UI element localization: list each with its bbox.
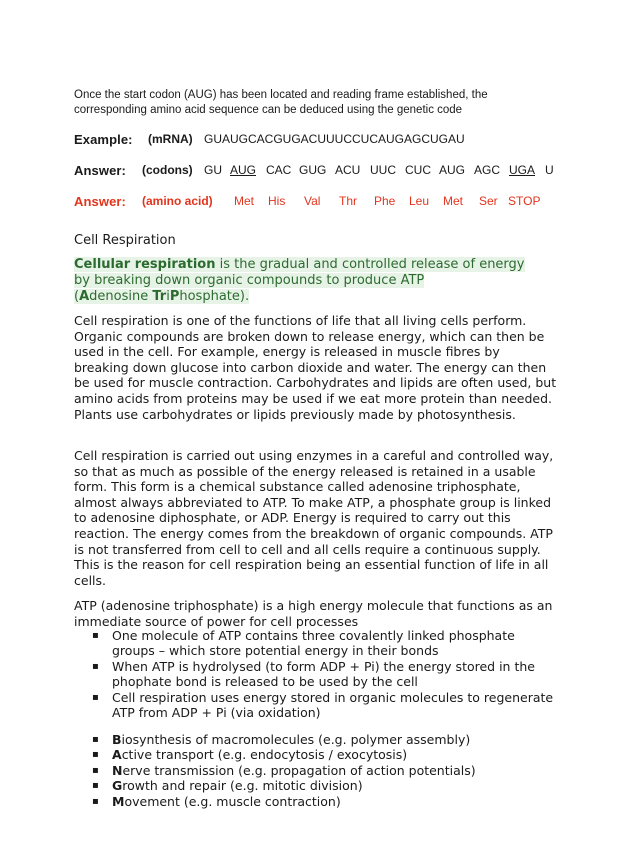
bullet-icon: ▪ — [92, 764, 99, 776]
list-item-text: rowth and repair (e.g. mitotic division) — [122, 778, 363, 794]
list-item-text: When ATP is hydrolysed (to form ADP + Pi) the energy stored in the phophate bond is released to be used by the cell — [112, 658, 535, 690]
list-item-text: erve transmission (e.g. propagation of action potentials) — [122, 762, 476, 778]
paren: ( — [74, 289, 80, 304]
list-item-text: One molecule of ATP contains three covalently linked phosphate groups – which store potential energy in their bonds — [112, 628, 515, 659]
word-part: denosine — [89, 289, 153, 304]
acronym-letter: A — [79, 289, 90, 304]
definition-box — [74, 257, 544, 305]
acronym-letter: P — [169, 289, 180, 304]
amino-sublabel: (amino acid) — [142, 194, 213, 208]
list-item — [74, 778, 558, 793]
mrna-sequence: GUAUGCACGUGACUUUCCUCAUGAGCUGAU — [204, 132, 465, 146]
stop-label: STOP — [508, 194, 541, 208]
list-item-text: ctive transport (e.g. endocytosis / exocytosis) — [121, 747, 408, 763]
bullet-icon: ▪ — [92, 660, 99, 672]
list-item — [74, 763, 558, 778]
list-item — [74, 628, 558, 659]
stop-codon: UGA — [509, 163, 536, 177]
start-codon: AUG — [230, 163, 257, 177]
amino-acid: His — [268, 194, 286, 208]
codon: UUC — [370, 163, 396, 177]
list-item-text: ovement (e.g. muscle contraction) — [124, 793, 341, 809]
bullet-icon: ▪ — [92, 734, 99, 745]
codon: AUG — [439, 163, 466, 177]
list-item — [74, 690, 558, 721]
list-item — [74, 659, 558, 690]
codon: GUG — [299, 163, 327, 177]
initial-letter: B — [112, 732, 122, 747]
list-item-text: iosynthesis of macromolecules (e.g. polymer assembly) — [121, 732, 471, 747]
list-item — [74, 794, 558, 809]
intro-text: Once the start codon (AUG) has been located and reading frame established, the corresponding amino acid sequence can be deduced using the genetic code — [74, 89, 488, 116]
acronym-letter: Tr — [152, 289, 167, 304]
example-sublabel: (mRNA) — [148, 132, 193, 146]
codon-sublabel: (codons) — [142, 163, 193, 177]
paragraph: Cell respiration is carried out using enzymes in a careful and controlled way, so that as much as possible of the energy released is retained in a usable form. This form is a chemical substance called adenosine triphosphate, almost always abbreviated to ATP. To make ATP, a phosphate group is linked to adenosine diphosphate, or ADP. Energy is required to carry out this reaction. The energy comes from the breakdown of organic compounds. ATP is not transferred from cell to cell and all cells require a continuous supply. This is the reason for cell respiration being an essential function of life in all cells. — [74, 448, 554, 588]
codon: CUC — [405, 163, 431, 177]
amino-answer-label: Answer: — [74, 194, 126, 209]
amino-acid: Ser — [479, 194, 498, 208]
example-label: Example: — [74, 132, 133, 147]
paragraph: Cell respiration is one of the functions of life that all living cells perform. Organic compounds are broken down to release energy, which can then be used in the cell. For example, energy is released in muscle fibres by breaking down glucose into carbon dioxide and water. The energy can then be used for muscle contraction. Carbohydrates and lipids are often used, but amino acids from proteins may be used if we eat more protein than needed. Plants use carbohydrates or lipids previously made by photosynthesis. — [74, 313, 557, 422]
word-part: i — [166, 289, 170, 304]
atp-uses-list — [74, 732, 558, 809]
bullet-icon: ▪ — [92, 780, 99, 792]
initial-letter: A — [112, 747, 122, 763]
initial-letter: M — [112, 793, 125, 809]
codon: CAC — [266, 163, 292, 177]
amino-acid: Thr — [339, 194, 357, 208]
word-part: hosphate). — [179, 289, 250, 304]
section-heading: Cell Respiration — [74, 233, 176, 248]
amino-acid: Val — [304, 194, 321, 208]
list-item — [74, 747, 558, 762]
initial-letter: G — [112, 778, 123, 794]
bullet-icon: ▪ — [92, 691, 99, 703]
amino-acid: Phe — [374, 194, 396, 208]
codon: AGC — [474, 163, 501, 177]
codon-answer-label: Answer: — [74, 163, 126, 178]
atp-bullet-list — [74, 628, 558, 720]
list-item — [74, 732, 558, 747]
initial-letter: N — [112, 762, 123, 778]
amino-acid: Met — [234, 194, 255, 208]
bullet-icon: ▪ — [92, 795, 99, 807]
bullet-icon: ▪ — [92, 630, 99, 641]
codon: GU — [204, 163, 222, 177]
codon: U — [545, 163, 554, 177]
definition-term: Cellular respiration — [74, 257, 216, 272]
amino-acid: Met — [443, 194, 464, 208]
paragraph: ATP (adenosine triphosphate) is a high energy molecule that functions as an immediate source of power for cell processes — [74, 598, 553, 629]
amino-acid: Leu — [409, 194, 430, 208]
definition-text: is the gradual and controlled release of energy by breaking down organic compounds to produce ATP — [74, 257, 525, 288]
codon: ACU — [335, 163, 361, 177]
list-item-text: Cell respiration uses energy stored in organic molecules to regenerate ATP from ADP + Pi (via oxidation) — [112, 689, 554, 721]
bullet-icon: ▪ — [92, 749, 99, 761]
